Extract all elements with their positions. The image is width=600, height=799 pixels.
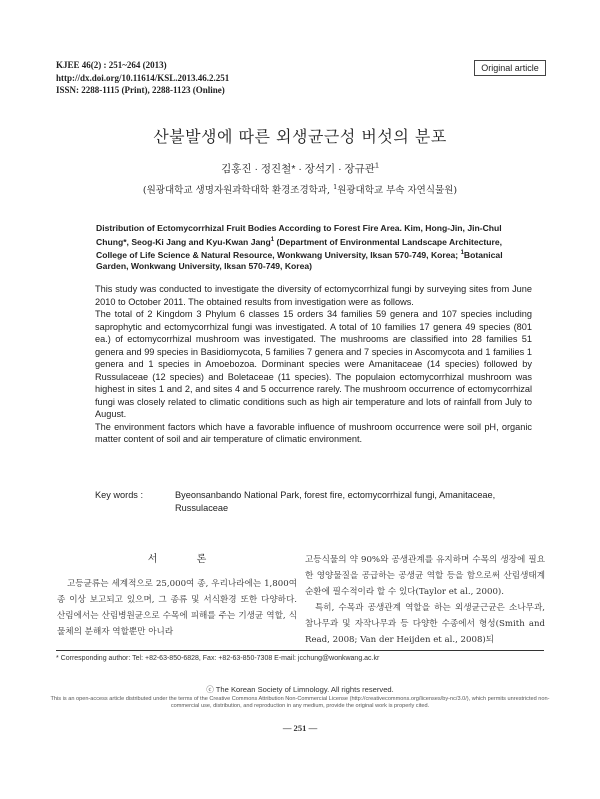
journal-meta [56,59,229,97]
keywords-label: Key words : [95,490,143,500]
body-column-left [57,552,297,640]
affiliation-korean-superscript: 1 [333,182,338,191]
authors-korean-superscript: 1 [374,162,379,170]
copyright-line: ⓒ The Korean Society of Limnology. All rights reserved. [206,685,394,694]
corresponding-author-footnote: * Corresponding author: Tel: +82-63-850-6828, Fax: +82-63-850-7308 E-mail: jcchung@wonkwang.ac.kr [56,655,380,662]
journal-citation: KJEE 46(2) : 251~264 (2013) [56,60,167,70]
issn: ISSN: 2288-1115 (Print), 2288-1123 (Online) [56,85,225,96]
paper-title-korean: 산불발생에 따른 외생균근성 버섯의 분포 [153,127,447,146]
body-paragraph: 고등식물의 약 90%와 공생관계를 유지하며 수목의 생장에 필요한 영양물질을 공급하는 공생균 역할 등을 함으로써 산림생태계 순환에 필수적이라 할 수 있다(Taylor et al., 2000). [305,555,545,597]
affiliation-korean [0,182,600,196]
affiliation-korean-2: 원광대학교 부속 자연식물원) [337,185,458,196]
english-title-block [96,223,531,273]
english-superscript-2: 1 [460,249,464,256]
authors-korean-names: 김홍진 · 정진철* · 장석기 · 장규관 [221,163,375,175]
abstract [95,283,532,446]
abstract-paragraph: This study was conducted to investigate the diversity of ectomycorrhizal fungi by surveying sites from June 2010 to October 2011. The obtained results from investigation were as follows. [95,284,532,307]
english-superscript-1: 1 [270,236,275,243]
body-paragraph: 특히, 수목과 공생관계 역할을 하는 외생균근균은 소나무과, 참나무과 및 자작나무과 등 다양한 수종에서 형성(Smith and Read, 2008; Van der Heijden et al., 2008)되 [305,603,545,645]
body-paragraph: 고등균류는 세계적으로 25,000여 종, 우리나라에는 1,800여 종 이상 보고되고 있으며, 그 종류 및 서식환경 또한 다양하다. 산림에서는 산림병원균으로 수목에 피해를 주는 기생균 역할, 식물체의 분해자 역할뿐만 아니라 [57,579,297,637]
english-affiliation-2: Botanical Garden, Wonkwang University, Iksan 570-749, Korea) [96,249,503,272]
authors-korean [0,161,600,176]
keywords [95,489,532,514]
affiliation-korean-1: (원광대학교 생명자원과학대학 환경조경학과, [142,185,334,196]
english-affiliation: (Department of Environmental Landscape Architecture, College of Life Science & Natural Resource, Wonkwang University, Iksan 570-749, Korea; [96,236,503,260]
doi-link[interactable]: http://dx.doi.org/10.11614/KSL.2013.46.2.251 [56,72,230,83]
article-type-badge: Original article [474,60,546,76]
keywords-text: Byeonsanbando National Park, forest fire, ectomycorrhizal fungi, Amanitaceae, Russulaceae [175,490,496,513]
footnote-divider [56,650,544,651]
body-column-right [305,552,545,648]
english-title-authors: Distribution of Ectomycorrhizal Fruit Bodies According to Forest Fire Area. Kim, Hong-Jin, Jin-Chul Chung*, Seog-Ki Jang and Kyu-Kwan Jang [96,223,502,247]
abstract-paragraph: The total of 2 Kingdom 3 Phylum 6 classes 15 orders 34 families 59 genera and 107 species including saprophytic and ectomycorrhizal fungi was investigated. A total of 10 families 17 genera 49 species (801 ea.) of ectomycorrhizal mushroom was investigated. The mushrooms are classified into 28 families 51 genera and 99 species in Basidiomycota, 5 families 7 genera and 7 species in Ascomycota and 1 families 1 genera and 1 species in Amoebozoa. Dorminant species were Amanitaceae (14 species) followed by Russulaceae (12 species) and Boletaceae (11 species). The populaion ectomycorrhizal mushroom was highest in sites 1 and 2, and sites 4 and 5 occurrence rarely. The mushroom occurrence of ectomycorrhizal fungi was closely related to climatic conditions such as high air temperature and lots of rainfall from July to August. [95,309,532,419]
license-text: This is an open-access article distributed under the terms of the Creative Commons Attribution Non-Commercial License (http://creativecommons.org/licenses/by-nc/3.0/), which permits unrestricted non-commercial use, distribution, and reproduction in any medium, provide the original work is properly cited. [50,696,550,710]
abstract-paragraph: The environment factors which have a favorable influence of mushroom occurrence were soil pH, organic matter content of soil and air temperature of climatic environment. [95,421,532,444]
section-heading-introduction: 서 론 [147,554,225,565]
page-number: — 251 — [282,723,318,733]
